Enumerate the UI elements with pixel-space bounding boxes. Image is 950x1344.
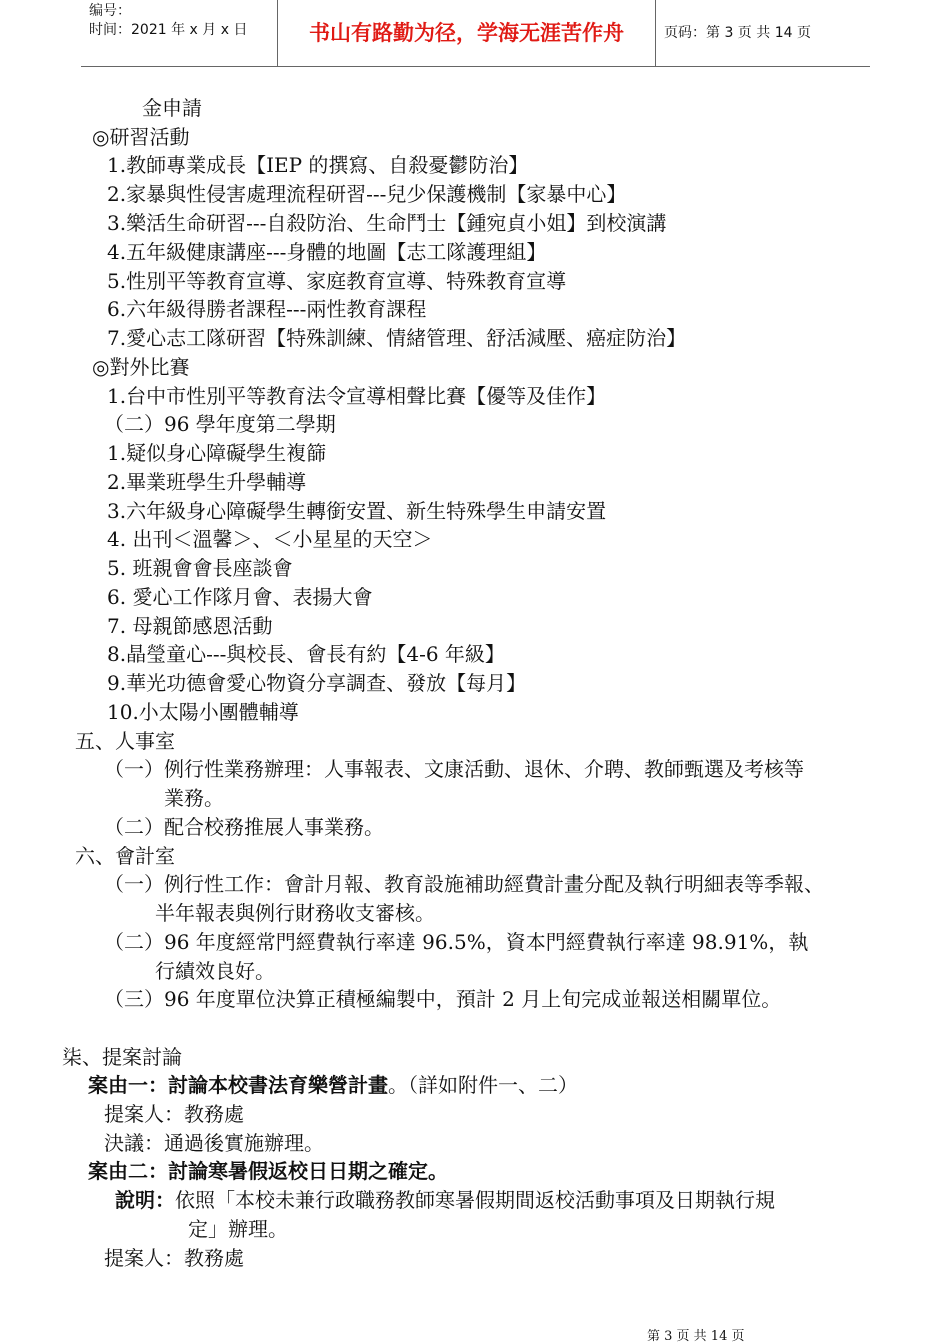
text-line: 金申請: [142, 96, 202, 120]
list-item: 6.六年級得勝者課程---兩性教育課程: [107, 297, 427, 321]
list-item: 8.晶瑩童心---與校長、會長有約【4-6 年級】: [107, 642, 505, 666]
proposer-line: 提案人：教務處: [104, 1102, 244, 1126]
list-item: 4. 出刊＜溫馨＞、＜小星星的天空＞: [107, 527, 433, 551]
time-label: 时间：2021 年 x 月 x 日: [89, 22, 248, 38]
list-item: 1.教師專業成長【IEP 的撰寫、自殺憂鬱防治】: [107, 153, 529, 177]
list-item: 9.華光功德會愛心物資分享調查、發放【每月】: [107, 671, 527, 695]
resolution-line: 決議：通過後實施辦理。: [104, 1131, 324, 1155]
paragraph: （一）例行性業務辦理：人事報表、文康活動、退休、介聘、教師甄選及考核等: [104, 757, 804, 781]
explain-label: 說明：: [115, 1188, 175, 1212]
header-motto: 书山有路勤为径，学海无涯苦作舟: [278, 0, 656, 67]
paragraph: （二）96 年度經常門經費執行率達 96.5%，資本門經費執行率達 98.91%，執: [104, 930, 809, 954]
section-heading: 五、人事室: [75, 729, 175, 753]
list-item: 7. 母親節感恩活動: [107, 614, 273, 638]
list-item: 2.家暴與性侵害處理流程研習---兒少保護機制【家暴中心】: [107, 182, 627, 206]
proposer-line: 提案人：教務處: [104, 1246, 244, 1270]
section-heading: ◎對外比賽: [92, 355, 190, 379]
list-item: 10.小太陽小團體輔導: [107, 700, 299, 724]
section-heading: 六、會計室: [75, 844, 175, 868]
list-item: 3.樂活生命研習---自殺防治、生命鬥士【鍾宛貞小姐】到校演講: [107, 211, 667, 235]
list-item: 1.台中市性別平等教育法令宣導相聲比賽【優等及佳作】: [107, 384, 607, 408]
page-header: [81, 0, 870, 67]
list-item: 2.畢業班學生升學輔導: [107, 470, 307, 494]
list-item: 6. 愛心工作隊月會、表揚大會: [107, 585, 373, 609]
case1-label: 案由一：: [88, 1073, 168, 1097]
list-item: 3.六年級身心障礙學生轉銜安置、新生特殊學生申請安置: [107, 499, 607, 523]
paragraph-continuation: 半年報表與例行財務收支審核。: [155, 901, 435, 925]
list-item: 7.愛心志工隊研習【特殊訓練、情緒管理、舒活減壓、癌症防治】: [107, 326, 687, 350]
paragraph-continuation: 定」辦理。: [188, 1217, 288, 1241]
page-footer: 第 3 页 共 14 页: [647, 1329, 745, 1344]
explain-text: 依照「本校未兼行政職務教師寒暑假期間返校活動事項及日期執行規: [175, 1188, 775, 1212]
paragraph: （一）例行性工作：會計月報、教育設施補助經費計畫分配及執行明細表等季報、: [104, 872, 824, 896]
explain-line: [115, 1188, 775, 1212]
case2-line: 案由二：討論寒暑假返校日日期之確定。: [88, 1159, 448, 1183]
list-item: 5. 班親會會長座談會: [107, 556, 293, 580]
list-item: 4.五年級健康講座---身體的地圖【志工隊護理組】: [107, 240, 547, 264]
list-item: 5.性別平等教育宣導、家庭教育宣導、特殊教育宣導: [107, 269, 567, 293]
case1-line: [88, 1073, 578, 1097]
paragraph-continuation: 行績效良好。: [155, 959, 275, 983]
paragraph: （三）96 年度單位決算正積極編製中，預計 2 月上旬完成並報送相關單位。: [104, 987, 782, 1011]
header-meta: [81, 0, 278, 67]
section-heading: （二）96 學年度第二學期: [104, 412, 336, 436]
paragraph-continuation: 業務。: [164, 786, 224, 810]
case1-title: 討論本校書法育樂營計畫: [168, 1073, 388, 1097]
number-label: 编号：: [89, 3, 131, 19]
section-heading: 柒、提案討論: [62, 1045, 182, 1069]
section-heading: ◎研習活動: [92, 125, 190, 149]
case1-note: 。（詳如附件一、二）: [388, 1073, 578, 1097]
header-page-info: 页码：第 3 页 共 14 页: [664, 25, 811, 41]
list-item: 1.疑似身心障礙學生複篩: [107, 441, 327, 465]
paragraph: （二）配合校務推展人事業務。: [104, 815, 384, 839]
